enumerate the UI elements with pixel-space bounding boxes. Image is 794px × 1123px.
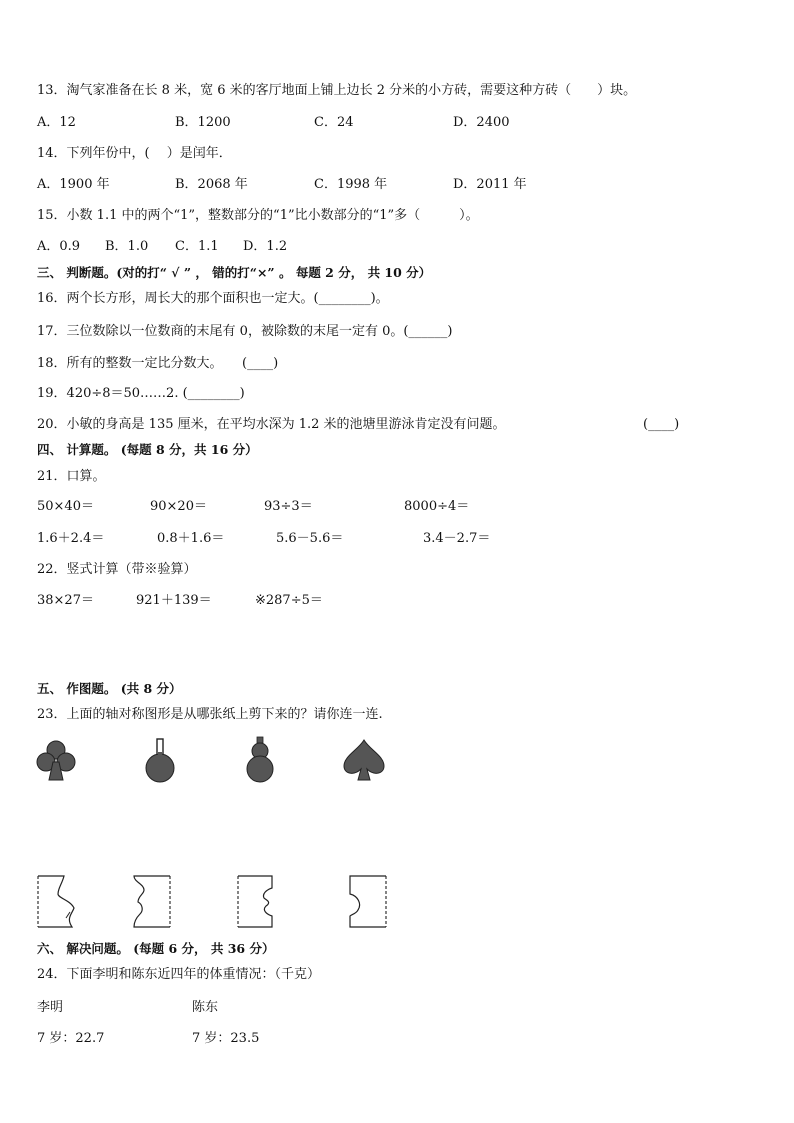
q24-chen-dong-age7: 7 岁：23.5 bbox=[192, 1031, 260, 1046]
q22-item-3: ※287÷5＝ bbox=[255, 593, 323, 608]
q15-option-c[interactable]: C．1.1 bbox=[175, 239, 219, 254]
q21-item-7: 5.6－5.6＝ bbox=[276, 531, 344, 546]
folded-paper-1-icon[interactable] bbox=[36, 874, 80, 930]
q15-option-d[interactable]: D．1.2 bbox=[243, 239, 288, 254]
gourd-icon bbox=[240, 736, 280, 784]
q21-item-4: 8000÷4＝ bbox=[404, 499, 470, 514]
q21-item-2: 90×20＝ bbox=[150, 499, 207, 514]
round-flask-icon bbox=[138, 738, 182, 784]
section-3-heading: 三、 判断题。(对的打“ √ ” ， 错的打“×” 。 每题 2 分， 共 10 分） bbox=[37, 265, 432, 280]
q13-option-d[interactable]: D．2400 bbox=[453, 115, 510, 130]
question-14-text: 14．下列年份中，( ）是闰年． bbox=[37, 146, 232, 161]
folded-paper-3-icon[interactable] bbox=[236, 874, 280, 930]
question-22-title: 22．竖式计算（带※验算） bbox=[37, 562, 197, 577]
question-13-text: 13．淘气家准备在长 8 米，宽 6 米的客厅地面上铺上边长 2 分米的小方砖，需要这种方砖（ ）块。 bbox=[37, 83, 637, 98]
q15-option-b[interactable]: B．1.0 bbox=[105, 239, 149, 254]
q21-item-3: 93÷3＝ bbox=[264, 499, 313, 514]
q14-option-a[interactable]: A．1900 年 bbox=[37, 177, 110, 192]
question-20-answer-blank[interactable]: (____) bbox=[643, 417, 680, 432]
q24-li-ming-age7: 7 岁：22.7 bbox=[37, 1031, 105, 1046]
q13-option-c[interactable]: C．24 bbox=[314, 115, 354, 130]
question-20-text: 20．小敏的身高是 135 厘米，在平均水深为 1.2 米的池塘里游泳肯定没有问题。 bbox=[37, 417, 506, 432]
question-24-text: 24．下面李明和陈东近四年的体重情况：（千克） bbox=[37, 967, 321, 982]
spade-icon bbox=[340, 738, 388, 782]
section-5-heading: 五、 作图题。 (共 8 分） bbox=[37, 681, 182, 696]
q22-item-2: 921＋139＝ bbox=[136, 593, 212, 608]
q21-item-6: 0.8＋1.6＝ bbox=[157, 531, 225, 546]
question-16-text: 16．两个长方形，周长大的那个面积也一定大。(________)。 bbox=[37, 291, 389, 306]
folded-paper-4-icon[interactable] bbox=[344, 874, 390, 930]
question-19-text: 19．420÷8＝50……2. (________) bbox=[37, 386, 245, 401]
q14-option-c[interactable]: C．1998 年 bbox=[314, 177, 388, 192]
q21-item-1: 50×40＝ bbox=[37, 499, 94, 514]
question-23-text: 23．上面的轴对称图形是从哪张纸上剪下来的？请你连一连. bbox=[37, 707, 383, 722]
question-15-text: 15．小数 1.1 中的两个“1”，整数部分的“1”比小数部分的“1”多（ ）。 bbox=[37, 208, 479, 223]
q22-item-1: 38×27＝ bbox=[37, 593, 94, 608]
q14-option-b[interactable]: B．2068 年 bbox=[175, 177, 248, 192]
q13-option-b[interactable]: B．1200 bbox=[175, 115, 231, 130]
q14-option-d[interactable]: D．2011 年 bbox=[453, 177, 527, 192]
question-17-text: 17．三位数除以一位数商的末尾有 0，被除数的末尾一定有 0。(______) bbox=[37, 324, 453, 339]
question-21-title: 21．口算。 bbox=[37, 469, 106, 484]
q13-option-a[interactable]: A．12 bbox=[37, 115, 76, 130]
folded-paper-2-icon[interactable] bbox=[128, 874, 174, 930]
section-4-heading: 四、 计算题。 (每题 8 分，共 16 分） bbox=[37, 442, 258, 457]
q24-name-li-ming: 李明 bbox=[37, 1000, 64, 1015]
club-icon bbox=[34, 738, 78, 782]
q21-item-5: 1.6＋2.4＝ bbox=[37, 531, 105, 546]
question-18-text: 18．所有的整数一定比分数大。 (____) bbox=[37, 356, 279, 371]
section-6-heading: 六、 解决问题。 (每题 6 分， 共 36 分） bbox=[37, 941, 275, 956]
q24-name-chen-dong: 陈东 bbox=[192, 1000, 219, 1015]
q15-option-a[interactable]: A．0.9 bbox=[37, 239, 81, 254]
q21-item-8: 3.4－2.7＝ bbox=[423, 531, 491, 546]
